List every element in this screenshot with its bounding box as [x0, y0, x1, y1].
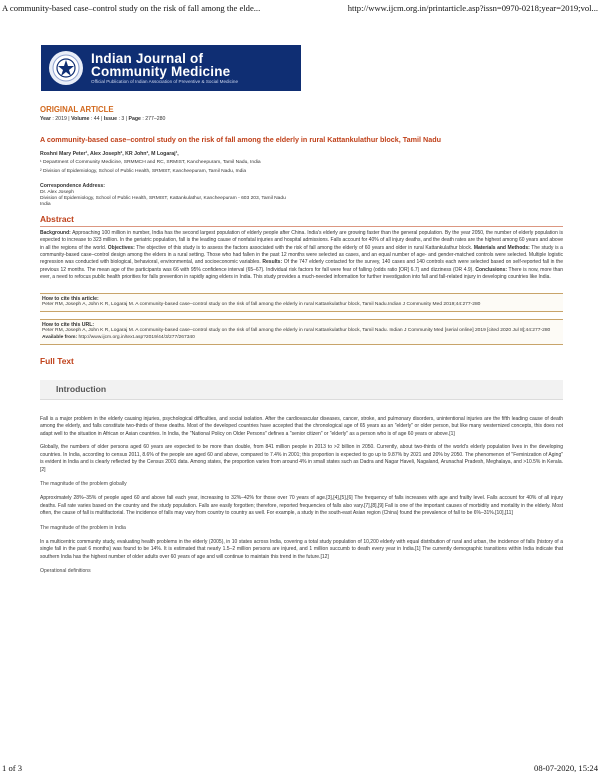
- background-text: Approaching 100 million in number, India has the second largest population of elderly people after China. India's elderly are growing faster than the general population. By the year 2050, the number of elderly population is expected to increase to 323 million. In the geriatric population, fall is the leading cause of nonfatal injuries and hospital admissions. Falls account for 40% of all injury deaths, and the death rates are the highest among 60 years and above in all the regions of the world.: [40, 229, 563, 251]
- volume-value: 44: [93, 116, 100, 122]
- cite-url-text: Peter RM, Joseph A, John K R, Logaraj M. A community-based case–control study on the risk of fall among the elderly in rural Kattankulathur block, Tamil Nadu. Indian J Community Med [serial online] 2019 [cited 2020 Jul 8];44:277-280: [42, 328, 551, 334]
- full-text-heading: Full Text: [40, 355, 74, 366]
- journal-banner[interactable]: [41, 45, 301, 91]
- abstract-divider: [40, 226, 563, 227]
- objectives-label: Objectives:: [107, 244, 135, 251]
- cite-article-box: [40, 293, 563, 312]
- cite-article-text: Peter RM, Joseph A, John K R, Logaraj M. A community-based case–control study on the risk of fall among the elderly in rural Kattankulathur block, Tamil Nadu.Indian J Community Med 2019;44:277-280: [42, 302, 481, 308]
- journal-name-line1: Indian Journal of: [91, 50, 204, 66]
- journal-logo-icon: [49, 51, 83, 85]
- intro-paragraph-3: Approximately 28%–35% of people aged 60 and above fall each year, increasing to 32%–42% for those over 70 years of age.[3],[4],[5],[6] The frequency of falls increases with age and frailty level. Falls account for 40% of all injury deaths. Fall rate varies based on the country and the study population. Falls are easily forgotten; therefore, reported frequencies of falls also vary.[7],[8],[9] Fall is one of the important causes of morbidity and mortality in the elderly. Most often, the cause of fall is multifactorial. The incidence of falls may vary from country to country as well. For example, a study in the south-east Asian region (China) found the prevalence of fall to be 6%–31%.[10],[11]: [40, 495, 563, 517]
- conclusions-label: Conclusions:: [475, 266, 508, 273]
- correspondence-heading: Correspondence Address:: [40, 182, 105, 189]
- print-timestamp: 08-07-2020, 15:24: [534, 763, 598, 773]
- available-label: Available from:: [42, 335, 78, 341]
- subheading-india: The magnitude of the problem in India: [40, 524, 126, 531]
- affiliation-1: ¹ Department of Community Medicine, SRMMCH and RC, SRMIST, Kancheepuram, Tamil Nadu, India: [40, 160, 261, 165]
- results-text: Of the 747 elderly contacted for the survey, 140 cases and 140 controls each were selected based on self-reported fall in the previous 12 months. The mean age of the participants was 66 with 95% confidence interval (65–67). Individual risk factors for fall were fear of falling (odds ratio [OR] 6.7) and dizziness (OR 4.9).: [40, 259, 563, 273]
- page-label: Page: [128, 116, 141, 122]
- intro-paragraph-1: Fall is a major problem in the elderly causing injuries, psychological difficulties, and social isolation. After the cardiovascular diseases, cancer, stroke, and pulmonary disorders, unintentional injuries are the fifth leading cause of death among the elderly, and falls constitute two-thirds of these deaths. Most of the developed countries have accepted that the chronological age of 65 years as an "elderly" or older person, but like many westernized concepts, this does not adapt well to the situation in African or Asian countries. In India, the "National Policy on Older Persons" defines a "senior citizen" or "elderly" as a person who is of age 60 years or above.[1]: [40, 415, 563, 437]
- page-counter: 1 of 3: [2, 763, 23, 773]
- cite-article-heading: How to cite this article:: [42, 295, 99, 302]
- correspondence-name: Dr. Alex Joseph: [40, 189, 74, 195]
- issue-label: Issue: [103, 116, 118, 122]
- article-meta: Year : 2019 | Volume : 44 | Issue : 3 | Page : 277–280: [40, 116, 166, 122]
- affiliation-2: ² Division of Epidemiology, School of Public Health, SRMIST, Kancheepuram, Tamil Nadu, India: [40, 168, 247, 174]
- correspondence-address: Division of Epidemiology, School of Public Health, SRMIST, Kattankulathur, Kancheepuram - 603 203, Tamil Nadu: [40, 196, 286, 201]
- article-title: A community-based case–control study on the risk of fall among the elderly in rural Kattankulathur block, Tamil Nadu: [40, 135, 441, 144]
- volume-label: Volume: [71, 116, 90, 122]
- author-list[interactable]: Roshni Mary Peter¹, Alex Joseph², KR John², M Logaraj¹,: [40, 151, 179, 157]
- journal-name-line2: Community Medicine: [91, 63, 231, 79]
- subheading-definitions: Operational definitions: [40, 568, 91, 575]
- intro-paragraph-2: Globally, the numbers of older persons aged 60 years are expected to be more than double, from 841 million people in 2013 to >2 billion in 2050. Currently, about two-thirds of the world's elderly population lives in the developing countries. In India, according to census 2011, 8.6% of the people are aged 60 and above, compared to 7.4% in 2001; this proportion is expected to go up to 9.87% by 2021 and 20% by 2050. The phenomenon of "Feminization of Aging" is evident in India and is clearly reflected by the Census 2001 data. Among states, the proportion varies from around 4% in small states such as Dadra and Nagar Haveli, Nagaland, Arunachal Pradesh, Meghalaya, and >10.5% in Kerala.[2]: [40, 444, 563, 473]
- available-url[interactable]: http://www.ijcm.org.in/text.asp?2019/44/3/277/267340: [77, 335, 195, 341]
- article-content: [40, 105, 563, 575]
- objectives-text: The objective of this study is to assess the factors associated with the risk of fall among the elderly of 60 years and older in rural Kattankulathur block.: [134, 244, 474, 251]
- article-type: ORIGINAL ARTICLE: [40, 105, 114, 114]
- background-label: Background:: [40, 229, 71, 236]
- abstract-text: [40, 230, 563, 282]
- year-label: Year: [40, 116, 51, 122]
- issue-value: 3: [121, 116, 125, 122]
- print-header: [0, 0, 600, 14]
- intro-paragraph-4: In a multicentric community study, evaluating health problems in the elderly (2005), in 10 states across India, covering a total study population of 10,200 elderly with equal distribution of rural and urban, the incidence of falls (history of a single fall in the past 6 months) was found to be 14%. It is estimated that nearly 1.5–2 million persons are injured, and 1 million succumb to death every year in India.[1] The currently demographic transitions within India indicate that southern India has the highest number of older adults over 60 years of age and will continue to maintain this trend in the future.[12]: [40, 538, 563, 560]
- cite-url-box: [40, 319, 563, 345]
- cite-url-heading: How to cite this URL:: [42, 321, 95, 328]
- print-footer: [0, 762, 600, 776]
- subheading-global: The magnitude of the problem globally: [40, 481, 127, 488]
- results-label: Results:: [262, 259, 283, 266]
- conclusions-text: There is now, more than ever, a need to refocus public health priorities for falls prevention in rapidly aging elders in India. This study provides a much-needed information for further investigation into fall and fall-related injury in developing countries like India.: [40, 266, 563, 281]
- abstract-section: [40, 214, 563, 282]
- methods-text: The study is a community-based case–control design among the elders in a rural setting. Those who had fallen in the past 12 months were selected as cases, and an equal number of age- and gender-matched controls were selected. Multiple logistic regression was conducted with biological, behavioral, environmental, and socioeconomic variables.: [40, 244, 563, 266]
- journal-tagline: Official Publication of Indian Association of Preventive & Social Medicine: [91, 78, 238, 84]
- abstract-heading: Abstract: [40, 213, 74, 224]
- introduction-header: [40, 380, 563, 400]
- print-page-title: A community-based case–control study on the risk of fall among the elde...: [2, 3, 261, 13]
- year-value: 2019: [55, 116, 67, 122]
- introduction-heading: Introduction: [56, 383, 107, 394]
- available-from: [42, 335, 561, 342]
- correspondence-country: India: [40, 202, 51, 208]
- page-value: 277–280: [145, 116, 166, 122]
- methods-label: Materials and Methods:: [473, 244, 530, 251]
- print-page-url: http://www.ijcm.org.in/printarticle.asp?issn=0970-0218;year=2019;vol...: [347, 3, 598, 13]
